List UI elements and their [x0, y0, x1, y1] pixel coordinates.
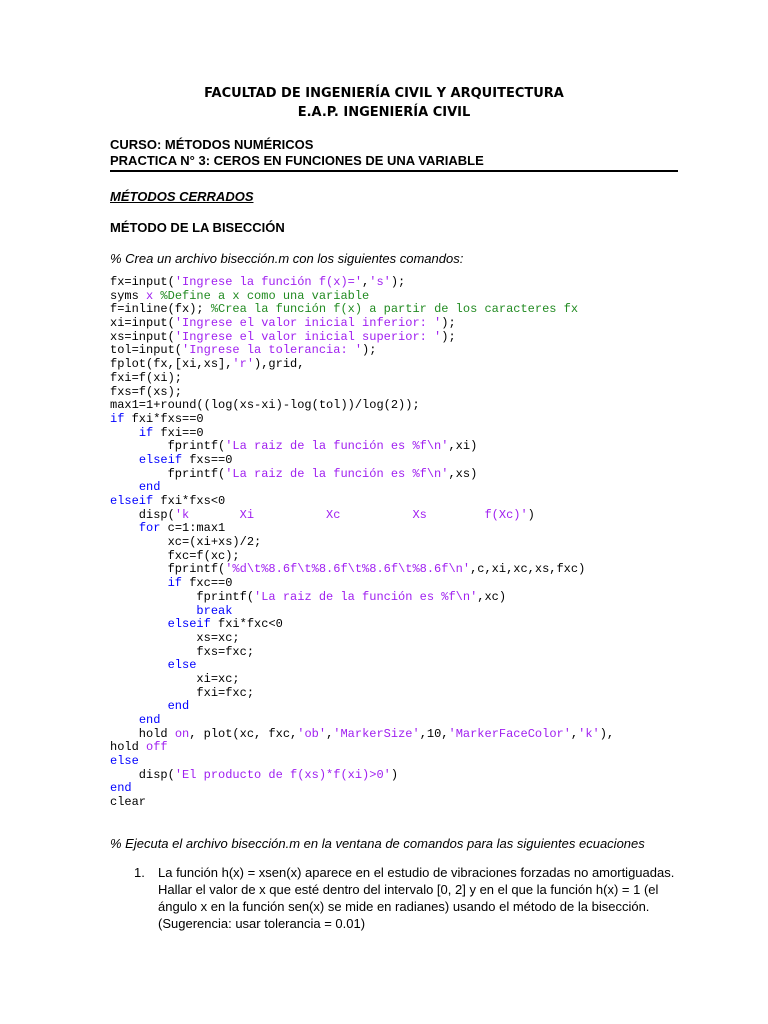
intro-comment: % Crea un archivo bisección.m con los siguientes comandos: — [110, 251, 464, 266]
code-text: ); — [441, 329, 456, 344]
code-keyword: elseif — [110, 494, 161, 508]
code-string: 'Ingrese la función f(x)=' — [174, 275, 363, 289]
code-text: fxc==0 — [189, 576, 233, 591]
code-line — [110, 386, 614, 400]
code-text: ); — [362, 343, 377, 358]
code-keyword: end — [167, 699, 190, 714]
code-text: , plot(xc, fxc, — [189, 726, 298, 741]
code-text — [110, 658, 168, 672]
code-line — [110, 782, 614, 796]
code-text: hold — [110, 740, 147, 755]
code-string: 'MarkerFaceColor' — [448, 726, 571, 741]
code-text: ,10, — [419, 726, 449, 741]
code-text: ,xc) — [477, 589, 507, 604]
exercise-item — [134, 864, 682, 932]
code-line — [110, 796, 614, 810]
code-string: 'La raiz de la función es %f\n' — [225, 439, 449, 454]
code-text: ), — [599, 726, 615, 741]
code-line — [110, 714, 614, 728]
code-text: fxc=f(xc); — [110, 548, 240, 563]
code-text: clear — [110, 795, 147, 810]
code-text: fxs=fxc; — [110, 644, 255, 659]
code-line — [110, 481, 614, 495]
code-text: ); — [390, 275, 406, 289]
code-keyword: else — [167, 658, 197, 673]
code-text: fplot(fx,[xi,xs], — [110, 357, 233, 372]
code-string: 'ob' — [297, 726, 327, 741]
code-line — [110, 427, 614, 441]
code-line — [110, 741, 614, 755]
code-keyword: elseif — [167, 617, 219, 632]
code-text: fxs==0 — [189, 452, 233, 467]
code-text: fxi=f(xi); — [110, 370, 183, 385]
code-string: 'k' — [578, 726, 600, 741]
code-text: fxs=f(xs); — [110, 384, 183, 399]
code-string: 'r' — [232, 357, 255, 372]
code-line — [110, 372, 614, 386]
code-line — [110, 659, 614, 673]
code-string: 'Ingrese la tolerancia: ' — [182, 343, 363, 358]
code-text: ,xi) — [448, 439, 478, 454]
code-line — [110, 632, 614, 646]
code-line — [110, 276, 614, 290]
code-string: 'El producto de f(xs)*f(xi)>0' — [174, 767, 391, 782]
code-text: xs=xc; — [110, 630, 240, 645]
code-text: , — [570, 726, 579, 741]
code-line — [110, 536, 614, 550]
code-comment: %Define a x como una variable — [160, 288, 370, 303]
code-line — [110, 468, 614, 482]
code-line — [110, 522, 614, 536]
code-text: , — [362, 275, 370, 289]
code-string: 'k Xi Xc Xs f(Xc)' — [174, 507, 528, 522]
code-line — [110, 413, 614, 427]
code-text: fprintf( — [110, 562, 226, 577]
code-string: 'La raiz de la función es %f\n' — [254, 589, 478, 604]
code-text: syms — [110, 288, 147, 303]
code-line — [110, 605, 614, 619]
code-text — [110, 576, 168, 590]
code-text: fprintf( — [110, 466, 226, 481]
code-text: ,xs) — [448, 466, 478, 481]
code-line — [110, 646, 614, 660]
section-heading: MÉTODOS CERRADOS — [110, 189, 254, 204]
code-keyword: if — [138, 425, 161, 440]
run-comment: % Ejecuta el archivo bisección.m en la ventana de comandos para las siguientes ecuaciones — [110, 836, 645, 851]
code-keyword: end — [138, 480, 161, 495]
code-string: 'MarkerSize' — [333, 726, 420, 741]
code-text: fxi==0 — [160, 425, 204, 440]
code-line — [110, 755, 614, 769]
code-text: disp( — [110, 507, 175, 522]
code-text — [110, 426, 139, 440]
code-line — [110, 769, 614, 783]
code-text: ); — [441, 316, 456, 331]
code-text: hold — [110, 726, 175, 741]
code-line — [110, 358, 614, 372]
code-line — [110, 563, 614, 577]
code-keyword: break — [196, 603, 233, 618]
school-title: E.A.P. INGENIERÍA CIVIL — [297, 105, 471, 120]
code-string: x — [146, 288, 161, 303]
code-text — [110, 617, 168, 631]
code-text: max1=1+round((log(xs-xi)-log(tol))/log(2)); — [110, 398, 420, 413]
matlab-code-block — [110, 276, 614, 810]
code-line — [110, 331, 614, 345]
code-text: , — [326, 726, 334, 741]
code-line — [110, 317, 614, 331]
code-string: '%d\t%8.6f\t%8.6f\t%8.6f\t%8.6f\n' — [225, 562, 471, 577]
code-text: fprintf( — [110, 439, 226, 454]
code-line — [110, 290, 614, 304]
code-keyword: if — [167, 576, 190, 591]
code-text: ,c,xi,xc,xs,fxc) — [470, 562, 586, 577]
code-string: 'Ingrese el valor inicial inferior: ' — [174, 316, 442, 331]
code-keyword: elseif — [138, 452, 190, 467]
code-text: fxi*fxs==0 — [131, 411, 204, 426]
code-string: 'La raiz de la función es %f\n' — [225, 466, 449, 481]
exercise-list — [134, 864, 682, 932]
header-divider — [110, 170, 678, 172]
practice-label: PRACTICA N° 3: CEROS EN FUNCIONES DE UNA VARIABLE — [110, 153, 484, 168]
code-line — [110, 728, 614, 742]
code-line — [110, 454, 614, 468]
faculty-title: FACULTAD DE INGENIERÍA CIVIL Y ARQUITECTURA — [204, 86, 564, 101]
code-text: fxi*fxc<0 — [218, 617, 283, 632]
code-text — [110, 604, 196, 618]
course-label: CURSO: MÉTODOS NUMÉRICOS — [110, 137, 314, 152]
code-text: xs=input( — [110, 329, 175, 344]
code-text: ) — [527, 507, 535, 522]
code-text: fxi*fxs<0 — [160, 494, 226, 508]
code-keyword: end — [138, 713, 161, 727]
code-text: xc=(xi+xs)/2; — [110, 535, 262, 550]
code-line — [110, 399, 614, 413]
code-text: fx=input( — [110, 275, 175, 289]
code-string: 's' — [369, 275, 391, 289]
code-text — [110, 453, 139, 467]
code-line — [110, 344, 614, 358]
code-line — [110, 591, 614, 605]
code-text: fxi=fxc; — [110, 685, 255, 700]
code-line — [110, 550, 614, 564]
code-string: 'Ingrese el valor inicial superior: ' — [174, 329, 442, 344]
method-heading: MÉTODO DE LA BISECCIÓN — [110, 220, 285, 235]
exercise-text: La función h(x) = xsen(x) aparece en el estudio de vibraciones forzadas no amortiguadas. Hallar el valor de x que esté dentro del intervalo [0, 2] y en el que la función h(x) = 1 (el ángulo x en la función sen(x) se mide en radianes) usando el método de la bisección. (Sugerencia: usar tolerancia = 0.01) — [158, 865, 675, 931]
code-text: c=1:max1 — [167, 521, 226, 536]
code-text: xi=xc; — [110, 671, 240, 686]
code-keyword: for — [138, 521, 168, 536]
code-line — [110, 577, 614, 591]
code-text: disp( — [110, 767, 175, 782]
code-text: xi=input( — [110, 316, 175, 331]
code-text: tol=input( — [110, 343, 183, 358]
code-line — [110, 509, 614, 523]
exercise-number: 1. — [134, 865, 145, 880]
code-string: on — [174, 726, 190, 741]
code-text — [110, 699, 168, 713]
code-line — [110, 618, 614, 632]
code-text — [110, 713, 139, 727]
code-text — [110, 480, 139, 494]
code-comment: %Crea la función f(x) a partir de los caracteres fx — [210, 302, 579, 317]
code-text: fprintf( — [110, 589, 255, 604]
code-keyword: if — [110, 411, 132, 426]
code-keyword: end — [110, 781, 132, 796]
code-line — [110, 495, 614, 509]
code-line — [110, 700, 614, 714]
code-string: off — [146, 740, 168, 755]
code-keyword: else — [110, 754, 139, 769]
code-line — [110, 303, 614, 317]
code-text: f=inline(fx); — [110, 302, 211, 317]
code-line — [110, 440, 614, 454]
code-line — [110, 687, 614, 701]
code-line — [110, 673, 614, 687]
code-text: ) — [390, 767, 399, 782]
code-text: ),grid, — [254, 357, 305, 372]
code-text — [110, 521, 139, 535]
